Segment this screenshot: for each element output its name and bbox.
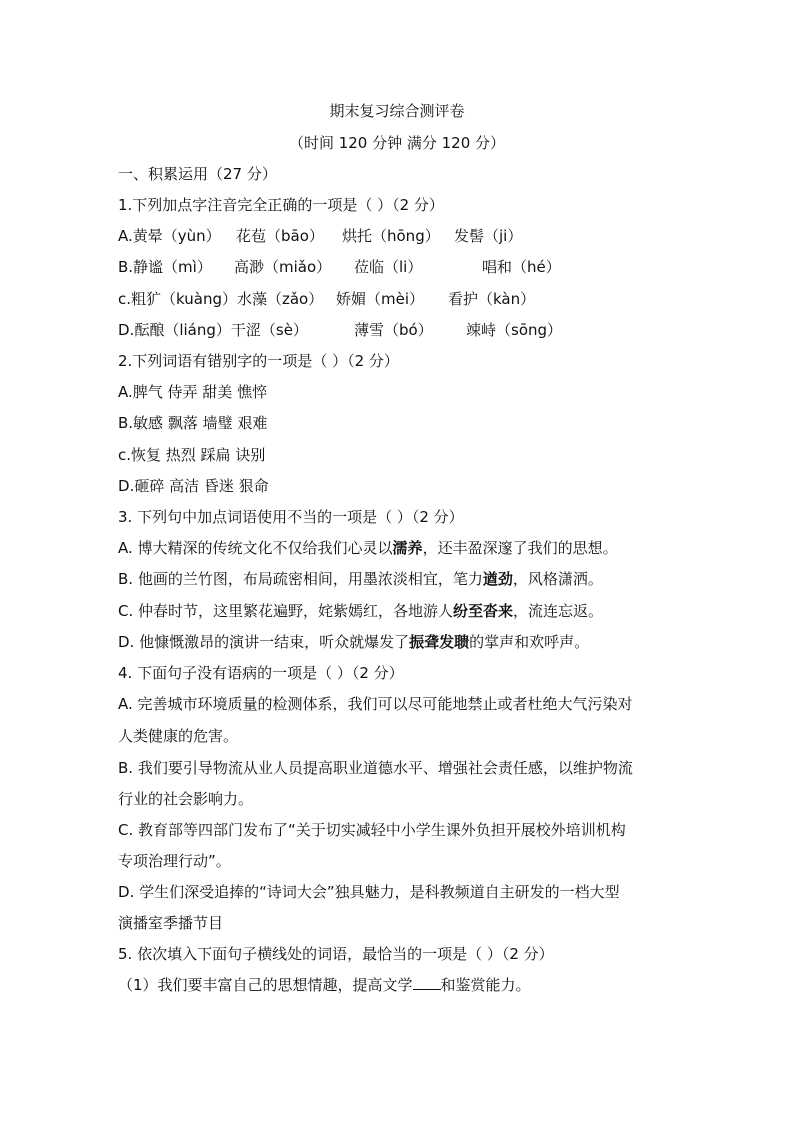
question-4-stem: 4. 下面句子没有语病的一项是（ ）（2 分） [118, 664, 404, 682]
question-2-option-d: D.砸碎 高洁 昏迷 狠命 [118, 477, 269, 495]
option-item: 看护（kàn） [448, 290, 536, 308]
dotted-word: 濡养 [392, 539, 423, 557]
dotted-word: 振聋发聩 [409, 633, 470, 651]
page-title: 期末复习综合测评卷 [329, 102, 465, 120]
question-5-stem: 5. 依次填入下面句子横线处的词语，最恰当的一项是（ ）（2 分） [118, 945, 554, 963]
question-4-option-d: D. 学生们深受追捧的“诗词大会”独具魅力，是科教频道自主研发的一档大型 [118, 883, 620, 901]
dotted-word: 纷至沓来 [453, 602, 514, 620]
option-item: A.黄晕（yùn） [118, 227, 221, 245]
option-text: ，还丰盈深邃了我们的思想。 [422, 539, 618, 557]
option-item: c.粗犷（kuàng）水藻（zǎo） [118, 290, 324, 308]
option-item: 发髻（ji） [454, 227, 523, 245]
option-item: 薄雪（bó） [354, 321, 433, 339]
option-item: 高渺（miǎo） [234, 258, 332, 276]
question-4-option-d-cont: 演播室季播节目 [118, 914, 224, 932]
item-text: 和鉴赏能力。 [440, 976, 531, 994]
question-4-option-b-cont: 行业的社会影响力。 [118, 790, 254, 808]
question-4-option-c-cont: 专项治理行动”。 [118, 852, 231, 870]
question-2-option-c: c.恢复 热烈 踩扁 诀别 [118, 446, 266, 464]
option-item: D.酝酿（liáng）干涩（sè） [118, 321, 308, 339]
question-3-stem: 3. 下列句中加点词语使用不当的一项是（ ）（2 分） [118, 508, 464, 526]
question-2-option-a: A.脾气 侍弄 甜美 憔悴 [118, 383, 268, 401]
dotted-word: 遒劲 [482, 570, 513, 588]
option-item: 娇媚（mèi） [336, 290, 425, 308]
option-item: 莅临（li） [354, 258, 423, 276]
option-text: B. 他画的兰竹图，布局疏密相间，用墨浓淡相宜，笔力 [118, 570, 483, 588]
option-item: B.静谧（mì） [118, 258, 212, 276]
fill-blank [413, 975, 441, 990]
question-3-option-d [118, 632, 589, 652]
option-text: A. 博大精深的传统文化不仅给我们心灵以 [118, 539, 393, 557]
question-4-option-c: C. 教育部等四部门发布了“关于切实减轻中小学生课外负担开展校外培训机构 [118, 821, 626, 839]
question-5-item-1 [118, 975, 531, 995]
question-4-option-a-cont: 人类健康的危害。 [118, 727, 239, 745]
option-item: 唱和（hé） [482, 258, 561, 276]
option-text: ，流连忘返。 [513, 602, 604, 620]
option-text: D. 他慷慨激昂的演讲一结束，听众就爆发了 [118, 633, 410, 651]
question-3-option-c [118, 601, 603, 621]
section-heading: 一、积累运用（27 分） [118, 165, 277, 183]
question-3-option-b [118, 569, 603, 589]
option-text: C. 仲春时节，这里繁花遍野，姹紫嫣红，各地游人 [118, 602, 454, 620]
question-2-stem: 2.下列词语有错别字的一项是（ ）（2 分） [118, 352, 399, 370]
option-item: 烘托（hōng） [342, 227, 440, 245]
option-text: ，风格潇洒。 [512, 570, 603, 588]
question-4-option-a: A. 完善城市环境质量的检测体系，我们可以尽可能地禁止或者杜绝大气污染对 [118, 695, 633, 713]
option-item: 竦峙（sōng） [466, 321, 563, 339]
question-4-option-b: B. 我们要引导物流从业人员提高职业道德水平、增强社会责任感，以维护物流 [118, 759, 633, 777]
page-subtitle: （时间 120 分钟 满分 120 分） [288, 134, 506, 152]
question-3-option-a [118, 538, 618, 558]
option-item: 花苞（bāo） [236, 227, 324, 245]
question-2-option-b: B.敏感 飘落 墙璧 艰难 [118, 414, 268, 432]
item-text: （1）我们要丰富自己的思想情趣，提高文学 [118, 976, 413, 994]
question-1-stem: 1.下列加点字注音完全正确的一项是（ ）（2 分） [118, 196, 444, 214]
option-text: 的掌声和欢呼声。 [469, 633, 590, 651]
